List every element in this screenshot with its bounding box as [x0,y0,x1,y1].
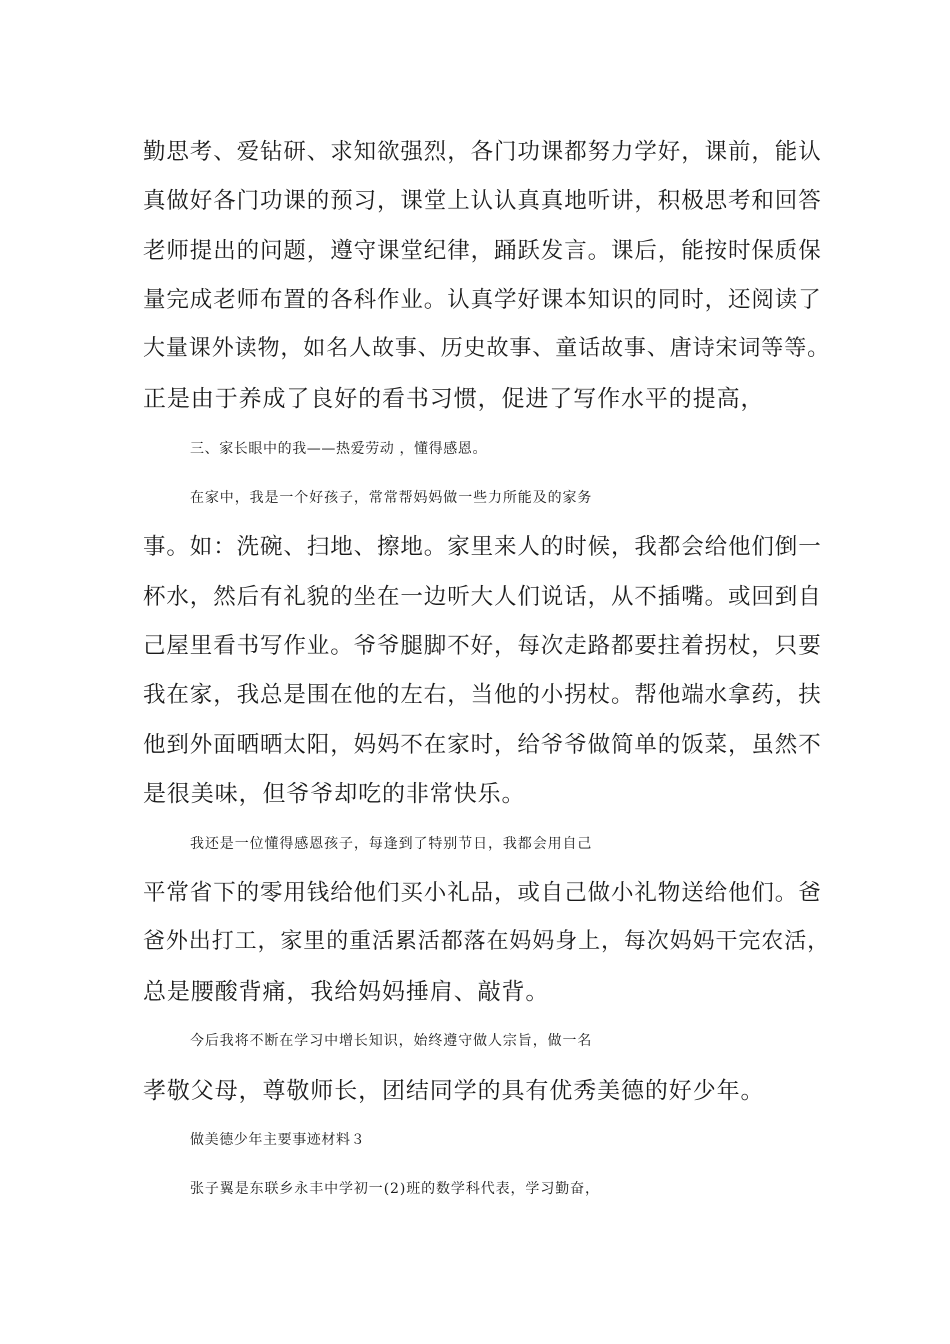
text-line: 真做好各门功课的预习，课堂上认认真真地听讲，积极思考和回答 [143,188,822,214]
section-heading: 三、家长眼中的我——热爱劳动 ，懂得感恩。 [190,441,488,457]
text-line: 杯水，然后有礼貌的坐在一边听大人们说话，从不插嘴。或回到自 [143,584,822,610]
text-line: 平常省下的零用钱给他们买小礼品，或自己做小礼物送给他们。爸 [143,880,822,906]
text-line: 事。如：洗碗、扫地、擦地。家里来人的时候，我都会给他们倒一 [143,534,822,560]
text-line: 今后我将不断在学习中增长知识，始终遵守做人宗旨，做一名 [190,1033,593,1049]
text-line: 是很美味，但爷爷却吃的非常快乐。 [143,781,526,807]
section-heading: 做美德少年主要事迹材料３ [190,1132,366,1148]
text-line: 量完成老师布置的各科作业。认真学好课本知识的同时，还阅读了 [143,287,822,313]
text-line: 张子翼是东联乡永丰中学初一(2)班的数学科代表，学习勤奋， [190,1181,600,1197]
text-line: 孝敬父母，尊敬师长，团结同学的具有优秀美德的好少年。 [143,1078,765,1104]
text-line: 正是由于养成了良好的看书习惯，促进了写作水平的提高， [143,386,765,412]
text-line: 在家中，我是一个好孩子，常常帮妈妈做一些力所能及的家务 [190,490,593,506]
text-line: 勤思考、爱钻研、求知欲强烈，各门功课都努力学好，课前，能认 [143,139,822,165]
text-line: 爸外出打工，家里的重活累活都落在妈妈身上，每次妈妈干完农活， [143,929,831,954]
text-line: 己屋里看书写作业。爷爷腿脚不好，每次走路都要拄着拐杖，只要 [143,633,822,659]
text-line: 总是腰酸背痛，我给妈妈捶肩、敲背。 [143,979,550,1005]
text-line: 他到外面晒晒太阳，妈妈不在家时，给爷爷做简单的饭菜，虽然不 [143,732,822,758]
text-line: 大量课外读物，如名人故事、历史故事、童话故事、唐诗宋词等等。 [143,336,831,361]
text-line: 老师提出的问题，遵守课堂纪律，踊跃发言。课后，能按时保质保 [143,238,822,264]
text-line: 我还是一位懂得感恩孩子，每逢到了特别节日，我都会用自己 [190,836,593,852]
text-line: 我在家，我总是围在他的左右，当他的小拐杖。帮他端水拿药，扶 [143,682,822,708]
